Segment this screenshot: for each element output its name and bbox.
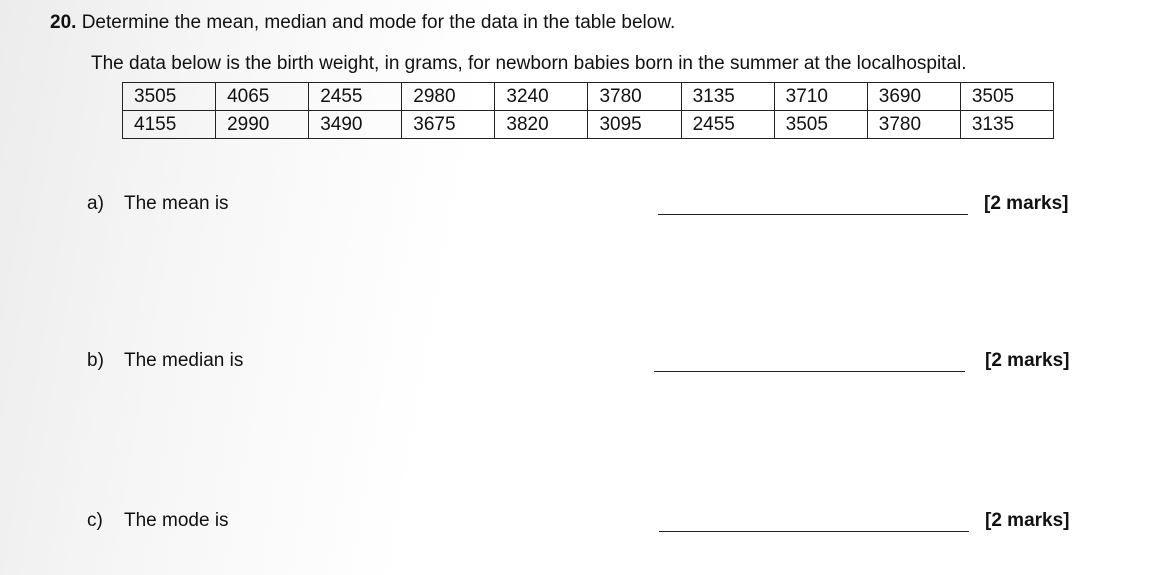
table-cell: 3135	[681, 83, 774, 111]
part-c	[87, 510, 229, 532]
part-b-answer-line[interactable]	[654, 371, 965, 372]
table-cell: 3675	[402, 111, 495, 139]
part-c-marks: [2 marks]	[985, 510, 1070, 531]
table-cell: 3780	[588, 83, 681, 111]
part-b-letter: b)	[87, 350, 104, 371]
table-cell: 3505	[123, 83, 216, 111]
part-c-answer-line[interactable]	[659, 531, 969, 532]
table-cell: 3490	[309, 111, 402, 139]
part-a-text: The mean is	[124, 193, 229, 214]
table-cell: 4065	[216, 83, 309, 111]
part-b-text: The median is	[124, 350, 244, 371]
table-cell: 2990	[216, 111, 309, 139]
part-a-letter: a)	[87, 193, 104, 214]
table-cell: 4155	[123, 111, 216, 139]
table-cell: 2455	[681, 111, 774, 139]
part-b	[87, 350, 243, 372]
part-b-marks: [2 marks]	[985, 350, 1070, 371]
table-cell: 3780	[867, 111, 960, 139]
table-cell: 2980	[402, 83, 495, 111]
part-c-letter: c)	[87, 510, 103, 531]
table-cell: 3505	[774, 111, 867, 139]
question-prompt: Determine the mean, median and mode for the data in the table below.	[81, 12, 676, 33]
part-a-marks: [2 marks]	[984, 193, 1069, 214]
table-cell: 3505	[960, 83, 1053, 111]
birth-weight-table	[122, 82, 1054, 139]
table-cell: 3240	[495, 83, 588, 111]
question-heading	[50, 12, 675, 34]
part-a-answer-line[interactable]	[658, 214, 968, 215]
table-cell: 2455	[309, 83, 402, 111]
table-cell: 3135	[960, 111, 1053, 139]
table-cell: 3095	[588, 111, 681, 139]
question-number: 20.	[50, 12, 77, 33]
part-a	[87, 193, 229, 215]
table-row	[123, 83, 1054, 111]
data-description: The data below is the birth weight, in grams, for newborn babies born in the summer at the localhospital.	[91, 53, 967, 74]
table-cell: 3820	[495, 111, 588, 139]
table-cell: 3710	[774, 83, 867, 111]
table-row	[123, 111, 1054, 139]
table-cell: 3690	[867, 83, 960, 111]
part-c-text: The mode is	[124, 510, 229, 531]
